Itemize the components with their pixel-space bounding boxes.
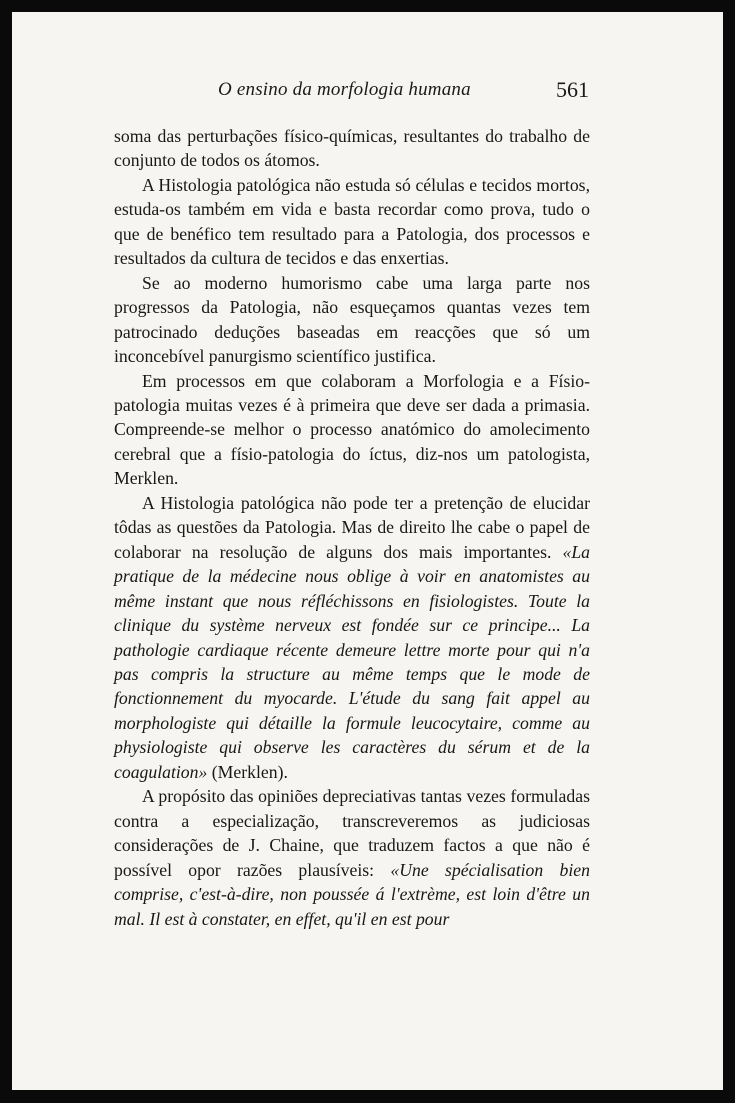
chaine-quote: «Une spécialisation bien comprise, c'est-à-dire, non poussée á l'extrème, est loin d'être un mal. Il est à constater, en effet, qu'il en est pour <box>114 859 590 929</box>
merklen-quote: «La pratique de la médecine nous oblige à voir en anatomistes au même instant que nous réfléchissons en fisiologistes. Toute la clinique du système nerveux est fondée sur ce principe... La pathologie cardiaque récente demeure lettre morte pour qui n'a pas compris la structure au même temps que le mode de fonctionnement du myocarde. L'étude du sang fait appel au morphologiste qui détaille la formule leucocytaire, comme au physiologiste qui observe les caractères du sérum et de la coagulation» <box>114 541 590 782</box>
merklen-intro: A Histologia patológica não pode ter a pretenção de elucidar tôdas as questões da Patologia. Mas de direito lhe cabe o papel de colaborar na resolução de alguns dos mais importantes. <box>114 492 590 562</box>
merklen-source: (Merklen). <box>211 761 288 782</box>
paragraph-continuation: soma das perturbações físico-químicas, resultantes do trabalho de conjunto de todos os átomos. <box>114 126 590 171</box>
page-number: 561 <box>556 77 589 102</box>
page-header <box>12 75 723 105</box>
book-page <box>12 12 723 1090</box>
paragraph-chaine-quote <box>114 784 590 931</box>
paragraph-fisio-patologia: Em processos em que colaboram a Morfologia e a Físio-patologia muitas vezes é à primeira que deve ser dada a primasia. Compreende-se melhor o processo anatómico do amolecimento cerebral que a físio-patologia do íctus, diz-nos um patologista, Merklen. <box>114 370 590 489</box>
paragraph-histologia: A Histologia patológica não estuda só células e tecidos mortos, estuda-os também em vida e basta recordar como prova, tudo o que de benéfico tem resultado para a Patologia, dos processos e resultados da cultura de tecidos e das enxertias. <box>114 174 590 269</box>
chaine-intro: A propósito das opiniões depreciativas tantas vezes formuladas contra a especialização, transcreveremos as judiciosas considerações de J. Chaine, que traduzem factos a que não é possível opor razões plausíveis: <box>114 786 590 880</box>
paragraph-merklen-quote <box>114 491 590 784</box>
body-text <box>114 124 590 931</box>
paragraph-humorismo: Se ao moderno humorismo cabe uma larga parte nos progressos da Patologia, não esqueçamos quantas vezes tem patrocinado deduções baseadas em reacções que só um inconcebível panurgismo scientífico justifica. <box>114 272 590 367</box>
running-title: O ensino da morfologia humana <box>218 79 471 100</box>
